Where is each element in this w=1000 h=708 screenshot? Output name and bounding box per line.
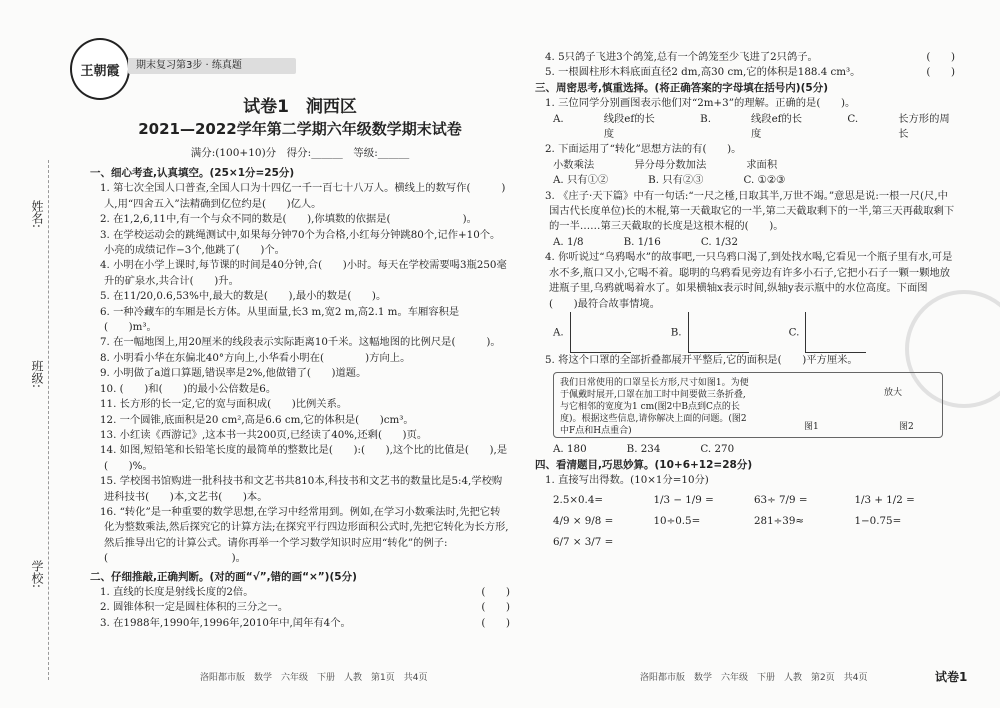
figure-2-label: 图2	[899, 422, 914, 433]
judge-item	[90, 600, 510, 615]
figure-1-label: 图1	[804, 422, 819, 433]
option-a: A. 只有①②	[553, 174, 609, 187]
question: 13. 小红读《西游记》,这本书一共200页,已经读了40%,还剩( )页。	[100, 428, 428, 441]
header-bar: 期末复习第3步 · 练真题	[128, 58, 296, 74]
option-c: C. 270	[700, 443, 735, 456]
calc-item: 63÷ 7/9 =	[754, 493, 808, 506]
option-c: C. 1/32	[700, 235, 738, 248]
judge-text: 1. 直线的长度是射线长度的2倍。	[100, 585, 254, 598]
calc-item: 4/9 × 9/8 =	[553, 514, 614, 527]
question: 16. “转化”是一种重要的数学思想,在学习中经常用到。例如,在学习小数乘法时,先把它转化为整数乘法,然后探究它的计算方法;在探究平行四边形面积公式时,先把它转化为长方形,然后推导出它的计算公式。请你再举一个学习数学知识时应用“转化”的例子:( )。	[100, 505, 509, 565]
section-3-heading: 三、周密思考,慎重选择。(将正确答案的字母填在括号内)(5分)	[535, 81, 828, 94]
calc-item: 1/3 − 1/9 =	[653, 493, 714, 506]
option-b: B.	[671, 312, 749, 353]
left-column	[90, 0, 510, 708]
answer-paren[interactable]: ( )	[481, 616, 510, 629]
exam-badge: 试卷1	[935, 670, 968, 684]
choice-options	[535, 312, 955, 353]
mask-info-box	[553, 372, 943, 438]
score-line: 满分:(100+10)分 得分:______ 等级:______	[190, 147, 410, 159]
answer-paren[interactable]: ( )	[481, 601, 510, 614]
option-b: B.	[700, 112, 711, 125]
answer-paren[interactable]: ( )	[926, 51, 955, 63]
caption: 长方形的周长	[898, 112, 950, 141]
choice-options	[535, 235, 955, 250]
option-a: A. 180	[553, 443, 587, 456]
name-label: 姓名:	[30, 200, 44, 229]
calc-item: 1−0.75=	[854, 514, 902, 527]
question: 2. 在1,2,6,11中,有一个与众不同的数是( ),你填数的依据是( )。	[100, 213, 477, 226]
judge-text: 2. 圆锥体积一定是圆柱体积的三分之一。	[100, 601, 289, 614]
calc-instruction: 1. 直接写出得数。(10×1分=10分)	[545, 474, 709, 487]
publisher-logo: 王朝霞	[70, 38, 130, 100]
water-level-graph	[805, 312, 866, 353]
calc-grid	[535, 493, 955, 551]
footer-left: 洛阳都市版 数学 六年级 下册 人教 第1页 共4页	[200, 673, 428, 683]
right-column	[535, 0, 955, 708]
calc-item: 10÷0.5=	[653, 514, 701, 527]
question: 5. 在11/20,0.6,53%中,最大的数是( ),最小的数是( )。	[100, 290, 387, 303]
question: 15. 学校图书馆购进一批科技书和文艺书共810本,科技书和文艺书的数量比是5:4,学校购进科技书( )本,文艺书( )本。	[100, 475, 503, 503]
calc-item: 1/3 + 1/2 =	[854, 493, 915, 506]
judge-text: 4. 5只鸽子飞进3个鸽笼,总有一个鸽笼至少飞进了2只鸽子。	[545, 51, 818, 63]
option-a: A.	[553, 112, 564, 125]
choice-question: 2. 下面运用了“转化”思想方法的有( )。	[545, 143, 742, 156]
question: 10. ( )和( )的最小公倍数是6。	[100, 382, 277, 395]
judge-item	[535, 50, 955, 65]
question: 14. 如图,短铅笔和长铅笔长度的最简单的整数比是( ):( ),这个比的比值是( ),是( )%。	[100, 444, 508, 472]
option-a: A. 1/8	[553, 235, 584, 248]
binding-line	[48, 160, 49, 680]
calc-item: 2.5×0.4=	[553, 493, 604, 506]
mask-description: 我们日常使用的口罩呈长方形,尺寸如图1。为便于佩戴时展开,口罩在加工时中间要做三条折叠,与它相邻的宽度为1 cm(图2中B点到C点的长度)。根据这些信息,请你解决上面的问题。(图2中F点和H点重合)	[560, 378, 749, 437]
water-level-graph	[570, 312, 631, 353]
footer-right: 洛阳都市版 数学 六年级 下册 人教 第2页 共4页	[640, 673, 868, 683]
left-content	[90, 166, 510, 631]
question: 6. 一种冷藏车的车厢是长方体。从里面量,长3 m,宽2 m,高2.1 m。车厢容积是( )m³。	[100, 305, 460, 334]
question: 3. 在学校运动会的跳绳测试中,如果每分钟70个为合格,小红每分钟跳80个,记作+10个。小亮的成绩记作−3个,他跳了( )个。	[100, 228, 501, 257]
question: 11. 长方形的长一定,它的宽与面积成( )比例关系。	[100, 398, 348, 411]
section-1-heading: 一、细心考查,认真填空。(25×1分=25分)	[90, 167, 295, 179]
caption: 线段ef的长度	[750, 112, 803, 141]
school-label: 学校:	[30, 560, 44, 589]
right-content	[535, 50, 955, 551]
judge-item	[90, 616, 510, 631]
option-b: B. 只有②③	[648, 174, 704, 187]
choice-options	[535, 442, 955, 457]
question: 4. 小明在小学上课时,每节课的时间是40分钟,合( )小时。每天在学校需要喝3瓶250毫升的矿泉水,共合计( )升。	[100, 259, 507, 287]
calc-item: 281÷39≈	[754, 514, 805, 527]
choice-question: 5. 将这个口罩的全部折叠都展开平整后,它的面积是( )平方厘米。	[545, 353, 858, 366]
judge-text: 5. 一根圆柱形木料底面直径2 dm,高30 cm,它的体积是188.4 cm³。	[545, 66, 861, 79]
choice-question: 1. 三位同学分别画图表示他们对“2m+3”的理解。正确的是( )。	[545, 97, 856, 110]
section-4-heading: 四、看清题目,巧思妙算。(10+6+12=28分)	[535, 458, 753, 471]
option-b: B. 234	[626, 443, 661, 456]
option-c: C.	[789, 312, 867, 353]
option-a: A.	[553, 312, 631, 353]
question: 7. 在一幅地图上,用20厘米的线段表示实际距离10千米。这幅地图的比例尺是( )。	[100, 336, 501, 349]
answer-paren[interactable]: ( )	[926, 66, 955, 79]
caption: 小数乘法	[553, 158, 595, 171]
choice-options	[535, 112, 955, 143]
answer-paren[interactable]: ( )	[481, 585, 510, 598]
question: 12. 一个圆锥,底面积是20 cm²,高是6.6 cm,它的体积是( )cm³。	[100, 413, 414, 426]
question: 8. 小明看小华在东偏北40°方向上,小华看小明在( )方向上。	[100, 351, 411, 364]
calc-item: 6/7 × 3/7 =	[553, 536, 614, 549]
judge-text: 3. 在1988年,1990年,1996年,2010年中,闰年有4个。	[100, 616, 351, 629]
choice-question: 4. 你听说过“乌鸦喝水”的故事吧,一只乌鸦口渴了,到处找水喝,它看见一个瓶子里有水,可是水不多,瓶口又小,它喝不着。聪明的乌鸦看见旁边有许多小石子,它把小石子一颗一颗地放进瓶子里,乌鸦就喝着水了。如果横轴x表示时间,纵轴y表示瓶中的水位高度。下面图( )最符合故事情境。	[545, 251, 953, 310]
option-b: B. 1/16	[623, 235, 661, 248]
caption: 线段ef的长度	[603, 112, 655, 141]
section-2-heading: 二、仔细推敲,正确判断。(对的画“√”,错的画“×”)(5分)	[90, 570, 357, 583]
choice-question: 3. 《庄子·天下篇》中有一句话:“一尺之棰,日取其半,万世不竭。”意思是说:一根一尺(尺,中国古代长度单位)长的木棍,第一天截取它的一半,第二天截取剩下的一半,第三天再截取剩下的一半……第三天截取的长度是这根木棍的( )。	[545, 189, 955, 233]
zoom-label: 放大	[884, 388, 903, 399]
exam-subtitle: 2021—2022学年第二学期六年级数学期末试卷	[138, 120, 462, 138]
option-c: C.	[847, 112, 859, 125]
exam-title: 试卷1 涧西区	[243, 97, 357, 117]
choice-options	[535, 173, 955, 188]
caption: 求面积	[746, 158, 778, 171]
question: 9. 小明做了a道口算题,错误率是2%,他做错了( )道题。	[100, 367, 367, 380]
binding-margin	[30, 160, 60, 680]
judge-item	[90, 585, 510, 600]
water-level-graph	[688, 312, 749, 353]
class-label: 班级:	[30, 360, 44, 389]
judge-item	[535, 65, 955, 80]
question: 1. 第七次全国人口普查,全国人口为十四亿一千一百七十八万人。横线上的数写作( )人,用“四舍五入”法精确到亿位约是( )亿人。	[100, 182, 506, 210]
choice-captions	[535, 158, 955, 173]
option-c: C. ①②③	[743, 174, 786, 187]
caption: 异分母分数加法	[634, 158, 707, 171]
